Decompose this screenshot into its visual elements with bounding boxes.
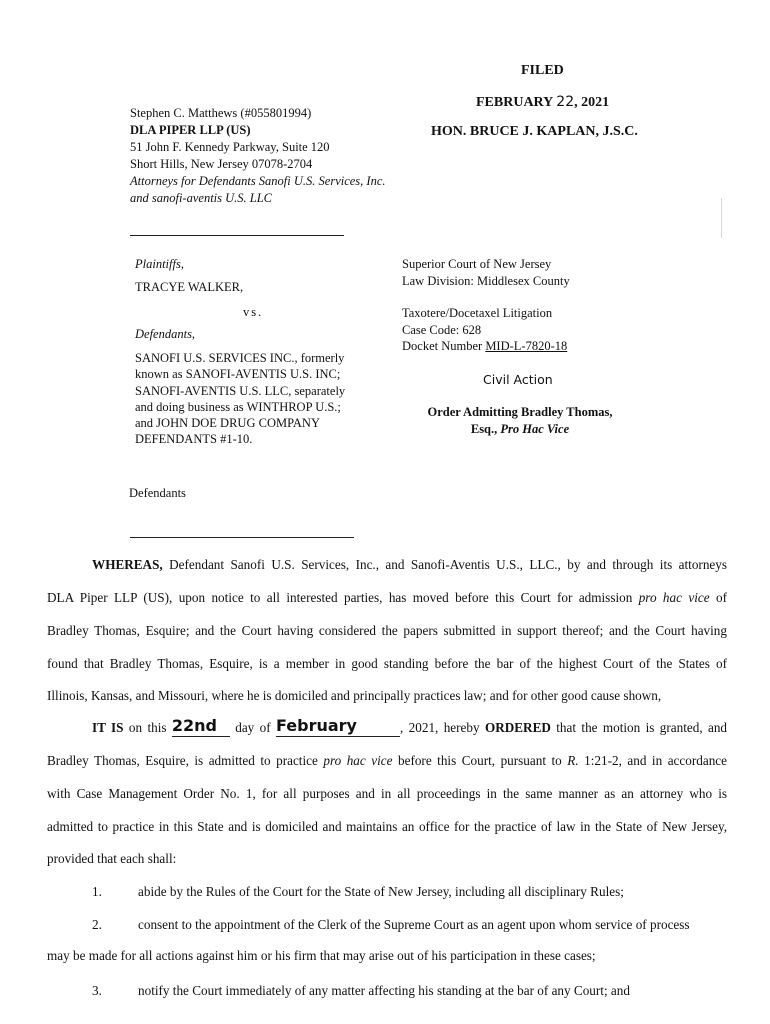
item-1-number: 1.	[92, 884, 102, 899]
item-1-text: abide by the Rules of the Court for the State of New Jersey, including all disciplinary Rules;	[138, 884, 624, 899]
whereas-line-4: found that Bradley Thomas, Esquire, is a member in good standing before the bar of the highest Court of the States of	[47, 656, 727, 671]
order-title-line-1: Order Admitting Bradley Thomas,	[427, 405, 613, 419]
defendants-footer: Defendants	[129, 486, 186, 500]
court-name: Superior Court of New Jersey	[402, 257, 552, 271]
item-3-number: 3.	[92, 983, 102, 998]
court-division: Law Division: Middlesex County	[402, 273, 570, 288]
whereas-line-5: Illinois, Kansas, and Missouri, where he is domiciled and principally practices law; and for other good cause shown,	[47, 688, 662, 703]
defendant-line: SANOFI-AVENTIS U.S. LLC, separately	[135, 383, 346, 398]
filed-month: FEBRUARY	[476, 95, 553, 110]
attorney-firm: DLA PIPER LLP (US)	[130, 123, 251, 137]
day-blank	[171, 716, 230, 737]
plaintiffs-label: Plaintiffs,	[135, 257, 184, 271]
docket-value: MID-L-7820-18	[485, 339, 568, 353]
defendant-line: and JOHN DOE DRUG COMPANY	[135, 416, 320, 431]
item-2-text: consent to the appointment of the Clerk of the Supreme Court as an agent upon whom service of process	[138, 917, 690, 932]
scan-edge-line	[721, 198, 722, 238]
day-filled: 22nd	[171, 716, 217, 735]
month-blank	[276, 716, 400, 737]
attorney-block	[130, 105, 386, 207]
ordered-line-1: IT IS on this 22nd day of February , 2021, hereby ORDERED that the motion is granted, and	[92, 716, 728, 735]
item-2-continuation: may be made for all actions against him or his firm that may arise out of his participation in these cases;	[47, 948, 596, 963]
ordered-line-3: with Case Management Order No. 1, for all purposes and in all proceedings in the same manner as an attorney who is	[47, 786, 727, 801]
attorney-name: Stephen C. Matthews (#055801994)	[130, 106, 312, 120]
filed-label: FILED	[521, 63, 564, 78]
defendants-label: Defendants,	[135, 327, 196, 341]
defendant-line: DEFENDANTS #1-10.	[135, 432, 253, 447]
ordered-line-4: admitted to practice in this State and is domiciled and maintains an office for the practice of law in the State of New Jersey,	[47, 819, 727, 834]
defendants-list	[135, 350, 345, 448]
versus: vs.	[243, 305, 264, 319]
filed-day: 22	[556, 94, 575, 110]
docket-prefix: Docket Number	[402, 339, 486, 353]
whereas-line-2: DLA Piper LLP (US), upon notice to all interested parties, has moved before this Court for admission pro hac vice of	[47, 590, 727, 605]
case-info	[402, 305, 567, 355]
whereas-line-1: WHEREAS, Defendant Sanofi U.S. Services, Inc., and Sanofi-Aventis U.S., LLC., by and through its attorneys	[92, 557, 727, 572]
ordered-line-5: provided that each shall:	[47, 851, 177, 866]
item-3-text: notify the Court immediately of any matter affecting his standing at the bar of any Court; and	[138, 983, 630, 998]
attorney-address-2: Short Hills, New Jersey 07078-2704	[130, 157, 313, 171]
filed-date	[476, 94, 609, 111]
caption-bottom-rule	[130, 537, 354, 538]
attorney-role-2: and sanofi-aventis U.S. LLC	[130, 191, 273, 205]
caption-top-rule	[130, 235, 344, 236]
ordered-line-2: Bradley Thomas, Esquire, is admitted to practice pro hac vice before this Court, pursuant to R. 1:21-2, and in accordance	[47, 753, 727, 768]
whereas-line-3: Bradley Thomas, Esquire; and the Court having considered the papers submitted in support thereof; and the Court having	[47, 623, 727, 638]
case-code: Case Code: 628	[402, 322, 482, 337]
filed-judge: HON. BRUCE J. KAPLAN, J.S.C.	[431, 124, 638, 139]
attorney-address-1: 51 John F. Kennedy Parkway, Suite 120	[130, 140, 330, 154]
filed-year: , 2021	[574, 95, 610, 110]
defendant-line: known as SANOFI-AVENTIS U.S. INC;	[135, 367, 341, 382]
civil-action: Civil Action	[483, 372, 553, 387]
defendant-line: SANOFI U.S. SERVICES INC., formerly	[135, 351, 345, 365]
order-title	[402, 404, 638, 438]
litigation-name: Taxotere/Docetaxel Litigation	[402, 306, 553, 320]
docket-number	[402, 338, 567, 355]
item-2-number: 2.	[92, 917, 102, 932]
defendant-line: and doing business as WINTHROP U.S.;	[135, 399, 341, 414]
month-filled: February	[276, 716, 357, 735]
court-info	[402, 256, 570, 289]
order-title-line-2: Esq., Pro Hac Vice	[470, 422, 570, 436]
plaintiff-name: TRACYE WALKER,	[135, 280, 244, 294]
attorney-role-1: Attorneys for Defendants Sanofi U.S. Services, Inc.	[130, 174, 386, 188]
